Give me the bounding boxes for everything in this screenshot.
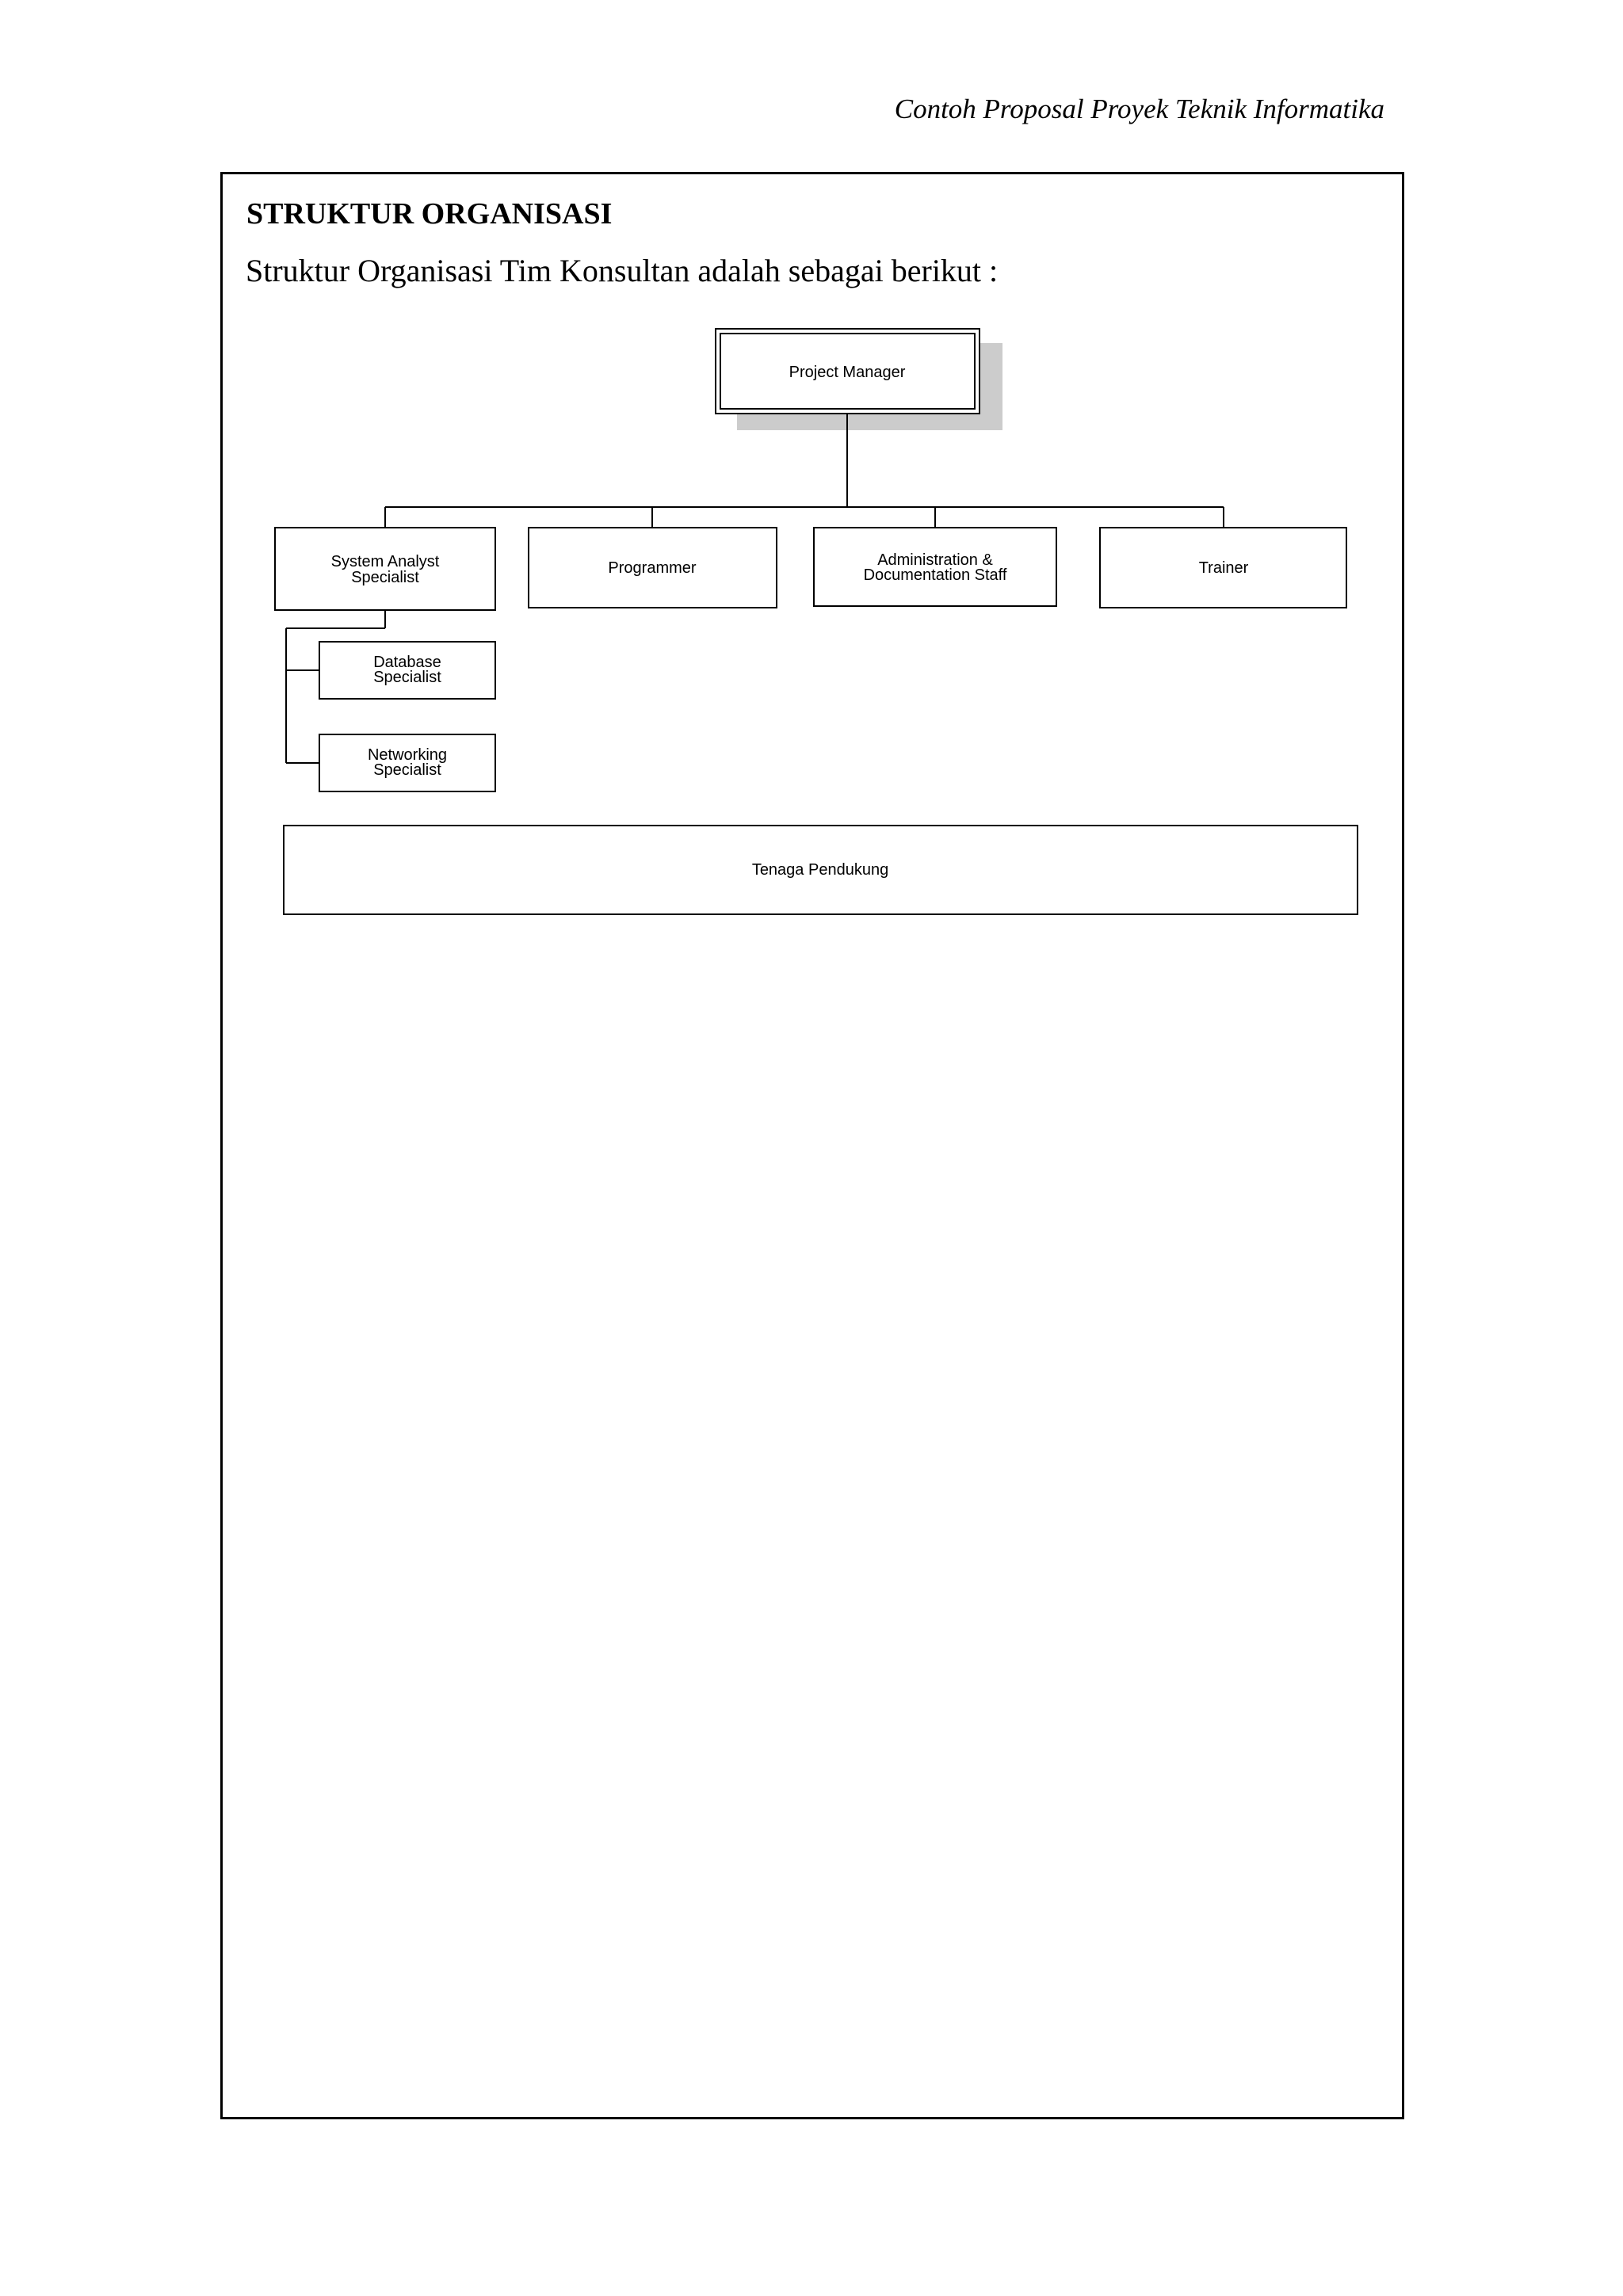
system-analyst-label-line2: Specialist [351, 569, 419, 586]
admin-label-line1: Administration & [877, 551, 993, 569]
database-specialist-label-line1: Database [373, 654, 441, 671]
database-specialist-label-line2: Specialist [373, 669, 441, 686]
running-header: Contoh Proposal Proyek Teknik Informatika [894, 93, 1384, 124]
tenaga-pendukung-label: Tenaga Pendukung [751, 861, 889, 879]
networking-specialist-label-line2: Specialist [373, 761, 441, 779]
intro-text: Struktur Organisasi Tim Konsultan adalah sebagai berikut : [246, 253, 999, 288]
networking-specialist-label-line1: Networking [367, 746, 448, 764]
admin-label-line2: Documentation Staff [863, 566, 1007, 584]
trainer-label: Trainer [1198, 559, 1249, 577]
project-manager-label: Project Manager [789, 364, 906, 381]
section-title: STRUKTUR ORGANISASI [246, 197, 613, 231]
system-analyst-label-line1: System Analyst [330, 553, 440, 570]
programmer-label: Programmer [608, 559, 697, 577]
